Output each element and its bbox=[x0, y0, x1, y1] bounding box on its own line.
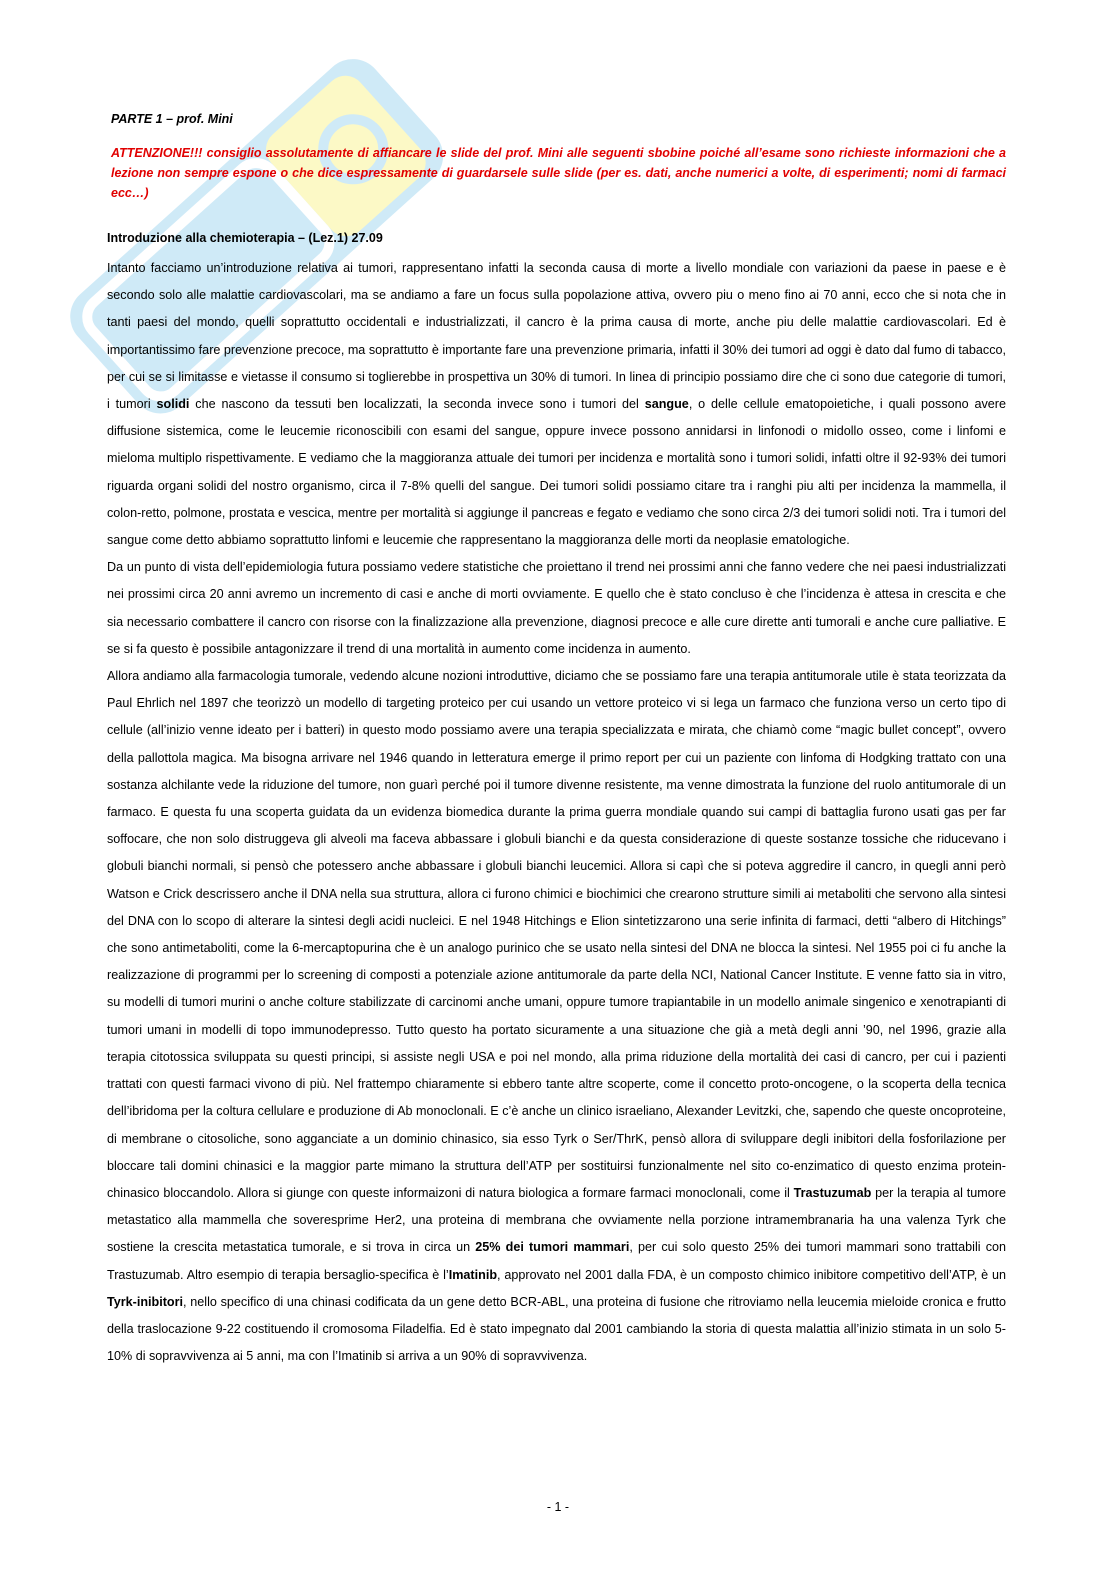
paragraph: Da un punto di vista dell’epidemiologia futura possiamo vedere statistiche che proiettano il trend nei prossimi anni che fanno vedere che nei paesi industrializzati nei prossimi circa 20 anni avremo un incremento di casi e anche di morti ovviamente. E quello che è stato concluso è che l’incidenza è attesa in crescita e che sia necessario combattere il cancro con risorse con la finalizzazione alla prevenzione, diagnosi precoce e alle cure dirette anti tumorali e anche cure palliative. E se si fa questo è possibile antagonizzare il trend di una mortalità in aumento come incidenza in aumento. bbox=[107, 560, 1006, 656]
paragraph: Allora andiamo alla farmacologia tumorale, vedendo alcune nozioni introduttive, diciamo che se possiamo fare una terapia antitumorale utile è stata teorizzata da Paul Ehrlich nel 1897 che teorizzò un modello di targeting proteico per cui usando un vettore proteico vi si lega un farmaco che funziona verso un certo tipo di cellule (all’inizio venne ideato per i batteri) in questo modo possiamo avere una terapia specializzata e mirata, che chiamò come “magic bullet concept”, ovvero della pallottola magica. Ma bisogna arrivare nel 1946 quando in letteratura emerge il primo report per cui un paziente con linfoma di Hodgking trattato con una sostanza alchilante vede la riduzione del tumore, non guarì perché poi il tumore divenne resistente, ma venne dimostrata la funzione del ruolo antitumorale di un farmaco. E questa fu una scoperta guidata da un evidenza biomedica durante la prima guerra mondiale quando sui campi di battaglia furono usati gas per far soffocare, che non solo distruggeva gli alveoli ma faceva abbassare i globuli bianchi e da questa considerazione di queste sostanze tossiche che riducevano i globuli bianchi normali, si pensò che potessero anche abbassare i globuli bianchi leucemici. Allora si capì che si poteva aggredire il cancro, in quegli anni però Watson e Crick descrissero anche il DNA nella sua struttura, allora ci furono chimici e biochimici che crearono strutture simili ai metaboliti che servono alla sintesi del DNA con lo scopo di alterare la sintesi degli acidi nucleici. E nel 1948 Hitchings e Elion sintetizzarono una serie infinita di farmaci, detti “albero di Hitchings” che sono antimetaboliti, come la 6-mercaptopurina che è un analogo purinico che se usato nella sintesi del DNA ne blocca la sintesi. Nel 1955 poi ci fu anche la realizzazione di programmi per lo screening di composti a potenziale azione antitumorale da parte della NCI, National Cancer Institute. E venne fatto sia in vitro, su modelli di tumori murini o anche colture stabilizzate di carcinomi anche umani, oppure tumore trapiantabile in un modello animale singenico e xenotrapianti di tumori umani in modelli di topo immunodepresso. Tutto questo ha portato sicuramente a una situazione che già a metà degli anni ’90, nel 1996, grazie alla terapia citotossica sviluppata su questi principi, si assiste negli USA e poi nel mondo, alla prima riduzione della mortalità dei casi di cancro, per cui i pazienti trattati con questi farmaci vivono di più. Nel frattempo chiaramente si ebbero tante altre scoperte, come il concetto proto-oncogene, o la scoperta della tecnica dell’ibridoma per la coltura cellulare e produzione di Ab monoclonali. E c’è anche un clinico israeliano, Alexander Levitzki, che, sapendo che queste oncoproteine, di membrane o citosoliche, sono agganciate a un dominio chinasico, sia esso Tyrk o Ser/ThrK, pensò allora di sviluppare degli inibitori della fosforilazione per bloccare tali domini chinasici e la maggior parte mimano la struttura dell’ATP per sostituirsi funzionalmente nel sito co-enzimatico di questo enzima protein-chinasico bloccandolo. Allora si giunge con queste informaizoni di natura biologica a formare farmaci monoclonali, come il Trastuzumab per la terapia al tumore metastatico alla mammella che soveresprime Her2, una proteina di membrana che ovviamente nella porzione intramembranaria ha una valenza Tyrk che sostiene la crescita metastatica tumorale, e si trova in circa un 25% dei tumori mammari, per cui solo questo 25% dei tumori mammari sono trattabili con Trastuzumab. Altro esempio di terapia bersaglio-specifica è l’Imatinib, approvato nel 2001 dalla FDA, è un composto chimico inibitore competitivo dell’ATP, è un Tyrk-inibitori, nello specifico di una chinasi codificata da un gene detto BCR-ABL, una proteina di fusione che ritroviamo nella leucemia mieloide cronica e frutto della traslocazione 9-22 costituendo il cromosoma Filadelfia. Ed è stato impegnato dal 2001 cambiando la storia di questa malattia all’inizio stimata in un solo 5-10% di sopravvivenza ai 5 anni, ma con l’Imatinib si arriva a un 90% di sopravvivenza. bbox=[107, 669, 1007, 1364]
paragraph: Intanto facciamo un’introduzione relativa ai tumori, rappresentano infatti la seconda causa di morte a livello mondiale con variazioni da paese in paese e è secondo solo alle malattie cardiovascolari, ma se andiamo a fare un focus sulla popolazione attiva, ovvero piu o meno fino ai 70 anni, ecco che si nota che in tanti paesi del mondo, quelli soprattutto occidentali e industrializzati, il cancro è la prima causa di morte, anche piu delle malattie cardiovascolari. Ed è importantissimo fare prevenzione precoce, ma soprattutto è importante fare una prevenzione primaria, infatti il 30% dei tumori ad oggi è dato dal fumo di tabacco, per cui se si limitasse e vietasse il consumo si toglierebbe in prospettiva un 30% di tumori. In linea di principio possiamo dire che ci sono due categorie di tumori, i tumori solidi che nascono da tessuti ben localizzati, la seconda invece sono i tumori del sangue, o delle cellule ematopoietiche, i quali possono avere diffusione sistemica, come le leucemie riconoscibili con esami del sangue, oppure invece possono annidarsi in linfonodi o midollo osseo, come i linfomi e mieloma multiplo rispettivamente. E vediamo che la maggioranza attuale dei tumori per incidenza e mortalità sono i tumori solidi, infatti oltre il 92-93% dei tumori riguarda organi solidi del nostro organismo, circa il 7-8% quelli del sangue. Dei tumori solidi possiamo citare tra i ranghi piu alti per incidenza la mammella, il colon-retto, polmone, prostata e vescica, mentre per mortalità si aggiunge il pancreas e fegato e vediamo che sono circa 2/3 dei tumori solidi noti. Tra i tumori del sangue come detto abbiamo soprattutto linfomi e leucemie che rappresentano la maggioranza delle morti da neoplasie ematologiche. bbox=[107, 261, 1006, 548]
document-page bbox=[107, 112, 1006, 1370]
part-title: PARTE 1 – prof. Mini bbox=[111, 112, 233, 126]
section-title: Introduzione alla chemioterapia – (Lez.1) 27.09 bbox=[107, 231, 383, 245]
warning-note: ATTENZIONE!!! consiglio assolutamente di affiancare le slide del prof. Mini alle seguenti sbobine poiché all’esame sono richieste informazioni che a lezione non sempre espone o che dice espressamente di guardarsele sulle slide (per es. dati, anche numerici a volte, di esperimenti; nomi di farmaci ecc…) bbox=[111, 146, 1006, 200]
page-number: - 1 - bbox=[546, 1500, 570, 1514]
